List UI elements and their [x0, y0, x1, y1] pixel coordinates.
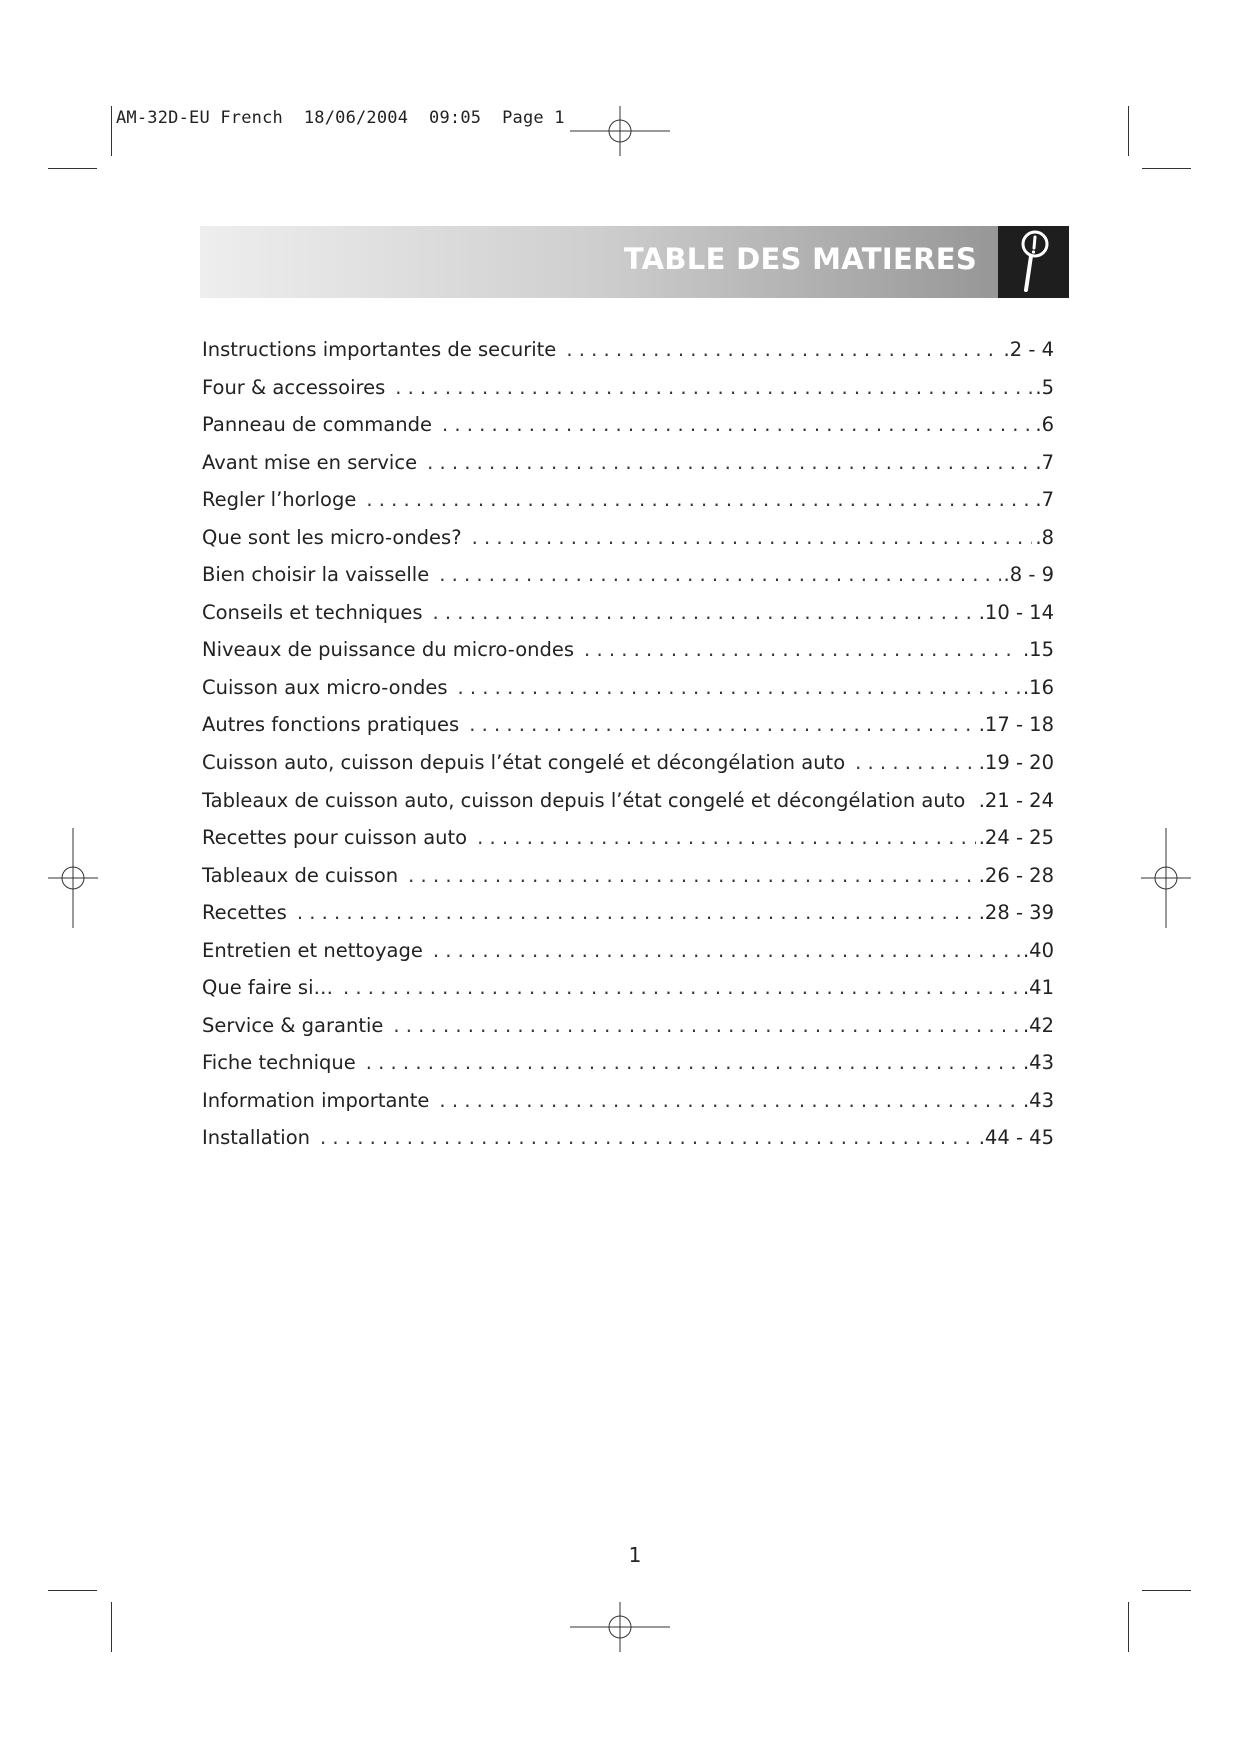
toc-entry[interactable]: [202, 525, 1054, 566]
toc-entry[interactable]: [202, 1128, 1054, 1166]
toc-entry-title: Service & garantie: [202, 1013, 384, 1037]
toc-leader-dots: [472, 528, 1033, 548]
toc-leader-dots: [477, 828, 976, 848]
crop-mark: [111, 1602, 112, 1652]
toc-entry-pages: .8 - 9: [1003, 563, 1054, 587]
toc-entry-title: Recettes pour cuisson auto: [202, 826, 468, 850]
toc-leader-dots: [566, 340, 1000, 360]
toc-entry[interactable]: [202, 903, 1054, 941]
toc-entry[interactable]: [202, 375, 1054, 416]
registration-mark-bottom: [570, 1602, 670, 1652]
toc-entry-pages: .8: [1035, 525, 1054, 549]
toc-entry-title: Cuisson auto, cuisson depuis l’état congelé et décongélation auto: [202, 751, 846, 775]
toc-entry-title: Panneau de commande: [202, 413, 432, 437]
registration-mark-left: [48, 828, 98, 928]
toc-entry-title: Que faire si…: [202, 976, 333, 1000]
toc-leader-dots: [366, 490, 1032, 510]
toc-entry-title: Information importante: [202, 1088, 430, 1112]
toc-entry-pages: .42: [1022, 1013, 1054, 1037]
registration-mark-right: [1141, 828, 1191, 928]
toc-entry-title: Recettes: [202, 901, 287, 925]
toc-entry[interactable]: [202, 340, 1054, 378]
toc-entry-title: Bien choisir la vaisselle: [202, 563, 430, 587]
toc-leader-dots: [297, 903, 976, 923]
toc-leader-dots: [393, 1016, 1020, 1036]
toc-leader-dots: [343, 978, 1020, 998]
toc-entry[interactable]: [202, 715, 1054, 753]
toc-entry[interactable]: [202, 565, 1054, 603]
toc-entry[interactable]: [202, 490, 1054, 528]
toc-entry-pages: .16: [1022, 675, 1054, 699]
toc-entry-title: Installation: [202, 1126, 311, 1150]
section-header: [200, 226, 1069, 298]
toc-entry-title: Conseils et techniques: [202, 600, 423, 624]
crop-mark: [48, 168, 97, 169]
registration-mark-top: [570, 106, 670, 156]
toc-entry-pages: .21 - 24: [978, 788, 1054, 812]
toc-leader-dots: [584, 640, 1020, 660]
crop-mark: [111, 106, 112, 156]
toc-entry-title: Niveaux de puissance du micro-ondes: [202, 638, 575, 662]
toc-entry-pages: .10 - 14: [978, 600, 1054, 624]
toc-entry-title: Four & accessoires: [202, 375, 386, 399]
toc-entry[interactable]: [202, 675, 1054, 716]
toc-entry[interactable]: [202, 1013, 1054, 1054]
crop-mark: [1142, 1590, 1191, 1591]
toc-entry[interactable]: [202, 938, 1054, 979]
toc-entry-pages: .28 - 39: [978, 901, 1054, 925]
toc-entry-pages: .40: [1022, 938, 1054, 962]
toc-leader-dots: [320, 1128, 976, 1148]
crop-mark: [1128, 106, 1129, 156]
toc-entry-title: Que sont les micro-ondes?: [202, 525, 462, 549]
crop-mark: [1142, 168, 1191, 169]
toc-entry-pages: .43: [1022, 1051, 1054, 1075]
toc-entry-pages: .5: [1035, 375, 1054, 399]
toc-entry[interactable]: [202, 828, 1054, 866]
table-of-contents: [202, 340, 1054, 1166]
toc-entry[interactable]: [202, 753, 1054, 791]
toc-entry-title: Fiche technique: [202, 1051, 356, 1075]
toc-leader-dots: [433, 603, 976, 623]
toc-entry-title: Tableaux de cuisson: [202, 863, 399, 887]
toc-entry[interactable]: [202, 640, 1054, 678]
page-title: TABLE DES MATIERES: [623, 242, 977, 276]
page-number: 1: [628, 1543, 642, 1567]
toc-entry-title: Regler l’horloge: [202, 488, 357, 512]
toc-entry-title: Avant mise en service: [202, 450, 418, 474]
toc-entry-pages: .26 - 28: [978, 863, 1054, 887]
toc-entry-pages: .6: [1035, 413, 1054, 437]
toc-entry[interactable]: [202, 863, 1054, 904]
toc-entry-pages: .41: [1022, 976, 1054, 1000]
toc-entry-title: Cuisson aux micro-ondes: [202, 675, 448, 699]
toc-entry-title: Entretien et nettoyage: [202, 938, 423, 962]
toc-leader-dots: [439, 1091, 1020, 1111]
toc-leader-dots: [366, 1053, 1020, 1073]
toc-leader-dots: [395, 378, 1032, 398]
toc-entry-pages: .19 - 20: [978, 751, 1054, 775]
toc-entry[interactable]: [202, 415, 1054, 453]
info-bulb-icon: [998, 226, 1069, 298]
toc-entry-pages: .15: [1022, 638, 1054, 662]
toc-entry[interactable]: [202, 1088, 1054, 1129]
toc-entry-title: Autres fonctions pratiques: [202, 713, 460, 737]
toc-leader-dots: [439, 565, 1000, 585]
toc-leader-dots: [457, 678, 1020, 698]
toc-entry-pages: .24 - 25: [978, 826, 1054, 850]
toc-leader-dots: [427, 453, 1032, 473]
toc-entry-pages: .44 - 45: [978, 1126, 1054, 1150]
toc-entry-title: Tableaux de cuisson auto, cuisson depuis l’état congelé et décongélation auto: [202, 788, 966, 812]
toc-entry[interactable]: [202, 978, 1054, 1016]
toc-entry[interactable]: [202, 1053, 1054, 1091]
crop-mark: [1128, 1602, 1129, 1652]
toc-entry[interactable]: [202, 450, 1054, 491]
toc-entry-pages: .7: [1035, 488, 1054, 512]
toc-entry[interactable]: [202, 788, 1054, 829]
toc-entry-title: Instructions importantes de securite: [202, 338, 557, 361]
toc-leader-dots: [433, 941, 1020, 961]
toc-entry-pages: .7: [1035, 450, 1054, 474]
toc-entry-pages: .2 - 4: [1003, 338, 1054, 361]
toc-leader-dots: [855, 753, 976, 773]
header-icon-box: [998, 226, 1069, 298]
toc-leader-dots: [408, 866, 976, 886]
toc-entry-pages: .43: [1022, 1088, 1054, 1112]
toc-leader-dots: [469, 715, 976, 735]
crop-mark: [48, 1590, 97, 1591]
toc-leader-dots: [442, 415, 1032, 435]
toc-entry[interactable]: [202, 600, 1054, 641]
toc-entry-pages: .17 - 18: [978, 713, 1054, 737]
print-slug: AM-32D-EU French 18/06/2004 09:05 Page 1: [116, 108, 565, 128]
